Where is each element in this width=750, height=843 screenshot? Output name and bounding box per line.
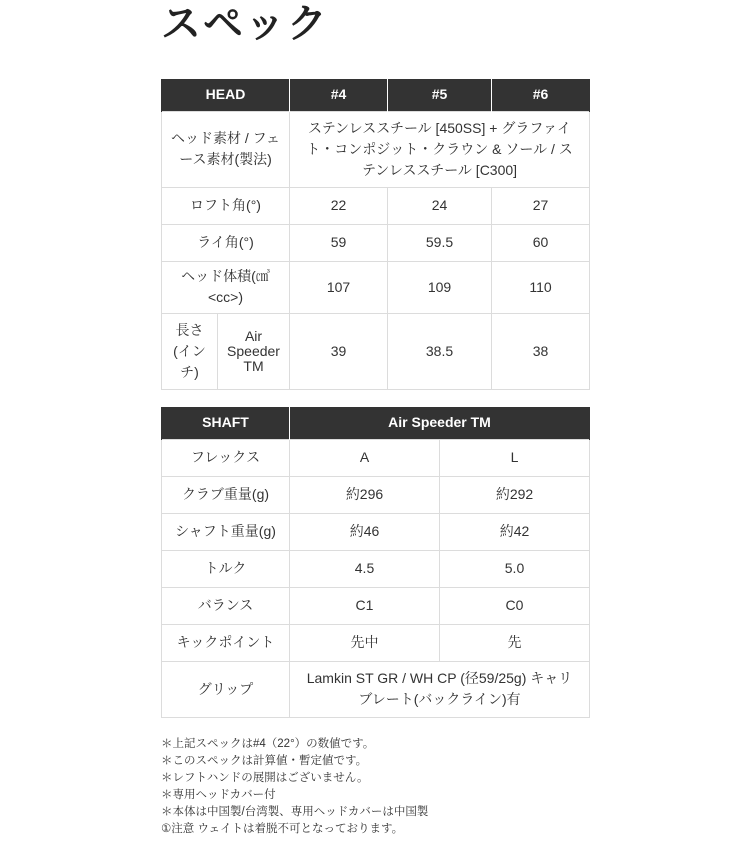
torque-row [162,550,590,587]
length-row [162,313,590,389]
loft-label: ロフト角(°) [162,187,290,224]
shaft-header-label: SHAFT [162,407,290,439]
note-item: ＊本体は中国製/台湾製、専用ヘッドカバーは中国製 [161,806,429,818]
torque-label: トルク [162,550,290,587]
note-item: ＊レフトハンドの展開はございません。 [161,772,369,784]
club-weight-label: クラブ重量(g) [162,476,290,513]
club-weight-row [162,476,590,513]
volume-value-5: 109 [388,261,492,313]
balance-value-a: C1 [290,587,440,624]
material-value: ステンレススチール [450SS] + グラファイト・コンポジット・クラウン & ソール / ステンレススチール [C300] [290,111,590,187]
lie-value-5: 59.5 [388,224,492,261]
lie-label: ライ角(°) [162,224,290,261]
head-spec-table [161,79,590,390]
shaft-weight-value-a: 約46 [290,513,440,550]
balance-label: バランス [162,587,290,624]
length-value-4: 39 [290,313,388,389]
club-weight-value-a: 約296 [290,476,440,513]
kickpoint-label: キックポイント [162,624,290,661]
lie-row [162,224,590,261]
lie-value-6: 60 [492,224,590,261]
balance-value-l: C0 [440,587,590,624]
flex-value-a: A [290,439,440,476]
grip-row [162,661,590,717]
shaft-weight-label: シャフト重量(g) [162,513,290,550]
torque-value-l: 5.0 [440,550,590,587]
kickpoint-value-l: 先 [440,624,590,661]
club-weight-value-l: 約292 [440,476,590,513]
shaft-weight-value-l: 約42 [440,513,590,550]
flex-value-l: L [440,439,590,476]
grip-value: Lamkin ST GR / WH CP (径59/25g) キャリブレート(バックライン)有 [290,661,590,717]
note-item: ＊上記スペックは#4（22°）の数値です。 [161,738,375,750]
flex-row [162,439,590,476]
material-row [162,111,590,187]
shaft-header-model: Air Speeder TM [290,407,590,439]
head-header-5: #5 [388,79,492,111]
spec-notes [161,736,428,838]
volume-value-4: 107 [290,261,388,313]
page-title: スペック [161,2,329,46]
note-item: ＊このスペックは計算値・暫定値です。 [161,755,368,767]
length-label: 長さ(インチ) [162,313,218,389]
flex-label: フレックス [162,439,290,476]
loft-value-4: 22 [290,187,388,224]
head-header-label: HEAD [162,79,290,111]
length-value-5: 38.5 [388,313,492,389]
material-label: ヘッド素材 / フェース素材(製法) [162,111,290,187]
lie-value-4: 59 [290,224,388,261]
loft-value-5: 24 [388,187,492,224]
shaft-header-row [162,407,590,439]
head-header-6: #6 [492,79,590,111]
shaft-spec-table [161,407,590,718]
note-item: ＊専用ヘッドカバー付 [161,789,276,801]
loft-value-6: 27 [492,187,590,224]
volume-value-6: 110 [492,261,590,313]
kickpoint-value-a: 先中 [290,624,440,661]
grip-label: グリップ [162,661,290,717]
length-value-6: 38 [492,313,590,389]
balance-row [162,587,590,624]
shaft-weight-row [162,513,590,550]
head-header-row [162,79,590,111]
note-item: ①注意 ウェイトは着脱不可となっております。 [161,823,404,835]
volume-row [162,261,590,313]
torque-value-a: 4.5 [290,550,440,587]
head-header-4: #4 [290,79,388,111]
volume-label: ヘッド体積(㎤<cc>) [162,261,290,313]
length-sublabel: Air Speeder TM [218,313,290,389]
loft-row [162,187,590,224]
kickpoint-row [162,624,590,661]
